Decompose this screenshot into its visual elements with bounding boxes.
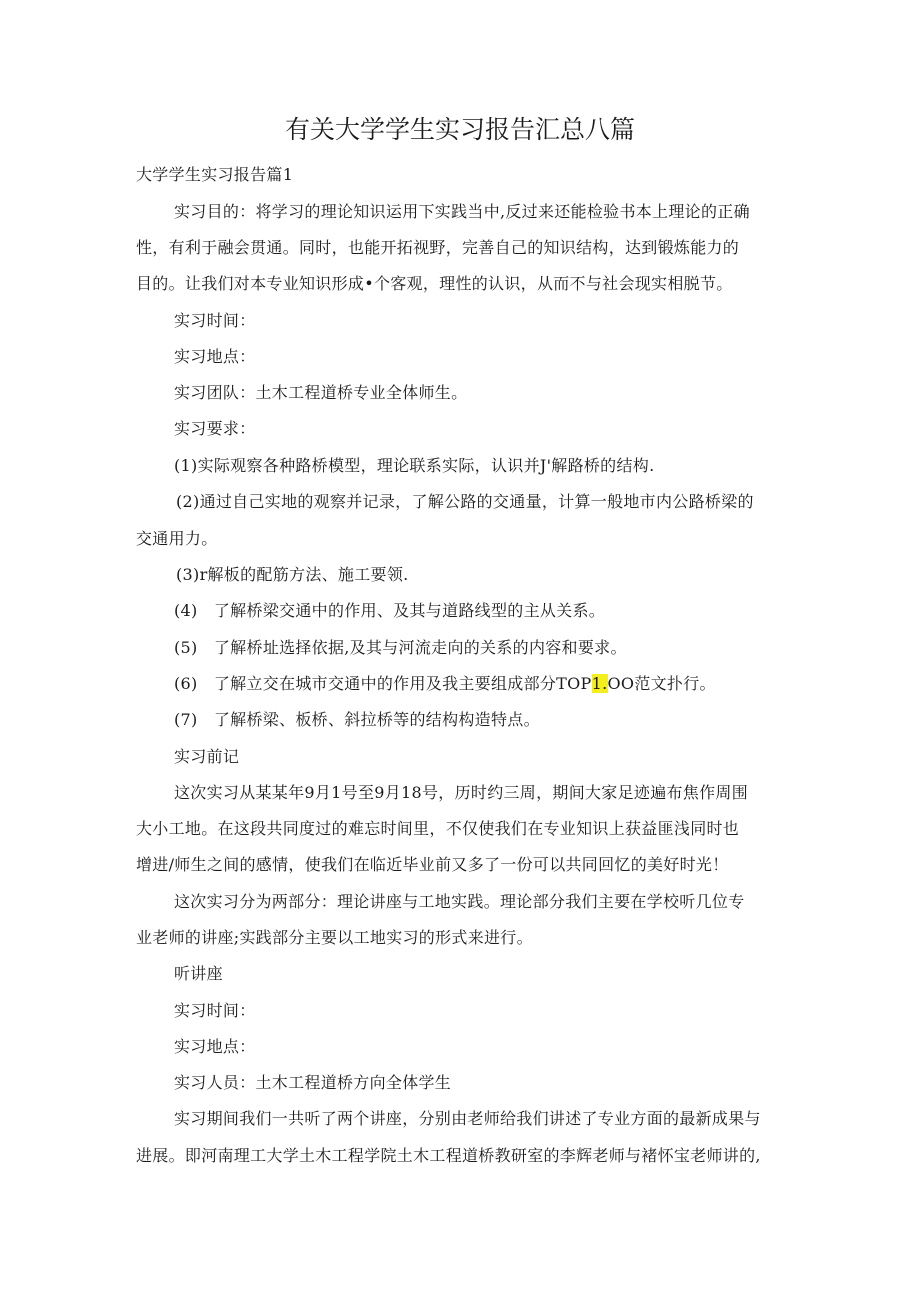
list-item: (3)r解板的配筋方法、施工要领.	[176, 565, 409, 584]
field-label-time: 实习时间：	[174, 1001, 256, 1020]
list-item: (7) 了解桥梁、板桥、斜拉桥等的结构构造特点。	[174, 710, 540, 729]
list-item-text: (6) 了解立交在城市交通中的作用及我主要组成部分TOP	[174, 674, 592, 693]
paragraph-line: 这次实习分为两部分：理论讲座与工地实践。理论部分我们主要在学校听几位专	[174, 892, 745, 911]
list-item: (1)实际观察各种路桥模型，理论联系实际，认识并J'解路桥的结构.	[174, 456, 655, 475]
section-heading: 大学学生实习报告篇1	[136, 165, 294, 184]
list-item-continuation: 交通用力。	[136, 529, 218, 548]
list-item	[174, 673, 834, 695]
field-label-requirements: 实习要求：	[174, 419, 256, 438]
field-label-time: 实习时间：	[174, 311, 256, 330]
list-item: (5) 了解桥址选择依据,及其与河流走向的关系的内容和要求。	[174, 638, 627, 657]
list-item: (4) 了解桥梁交通中的作用、及其与道路线型的主从关系。	[174, 601, 606, 620]
section-subheading: 听讲座	[174, 964, 223, 983]
section-subheading: 实习前记	[174, 747, 240, 766]
paragraph-line: 实习期间我们一共听了两个讲座，分别由老师给我们讲述了专业方面的最新成果与	[174, 1109, 761, 1128]
paragraph-line: 性，有利于融会贯通。同时，也能开拓视野，完善自己的知识结构，达到锻炼能力的	[136, 238, 740, 257]
paragraph-line: 进展。即河南理工大学土木工程学院土木工程道桥教研室的李辉老师与褚怀宝老师讲的,	[136, 1146, 761, 1165]
field-label-place: 实习地点：	[174, 347, 256, 366]
paragraph-line: 实习目的：将学习的理论知识运用下实践当中,反过来还能检验书本上理论的正确	[174, 202, 750, 221]
paragraph-line: 大小工地。在这段共同度过的难忘时间里，不仅使我们在专业知识上获益匪浅同时也	[136, 819, 740, 838]
paragraph-line: 增进/师生之间的感情，使我们在临近毕业前又多了一份可以共同回忆的美好时光！	[136, 855, 729, 874]
paragraph-line: 这次实习从某某年9月1号至9月18号，历时约三周，期间大家足迹遍布焦作周围	[174, 783, 748, 802]
list-item: (2)通过自己实地的观察并记录，了解公路的交通量，计算一般地市内公路桥梁的	[176, 492, 754, 511]
field-label-place: 实习地点：	[174, 1037, 256, 1056]
document-title: 有关大学学生实习报告汇总八篇	[284, 115, 635, 144]
field-people: 实习人员：土木工程道桥方向全体学生	[174, 1073, 452, 1092]
paragraph-line: 业老师的讲座;实践部分主要以工地实习的形式来进行。	[136, 928, 533, 947]
field-team: 实习团队：土木工程道桥专业全体师生。	[174, 383, 468, 402]
paragraph-line: 目的。让我们对本专业知识形成•个客观，理性的认识，从而不与社会现实相脱节。	[136, 274, 733, 293]
highlighted-text: 1.	[591, 674, 608, 693]
list-item-text: OO范文扑行。	[607, 674, 716, 693]
